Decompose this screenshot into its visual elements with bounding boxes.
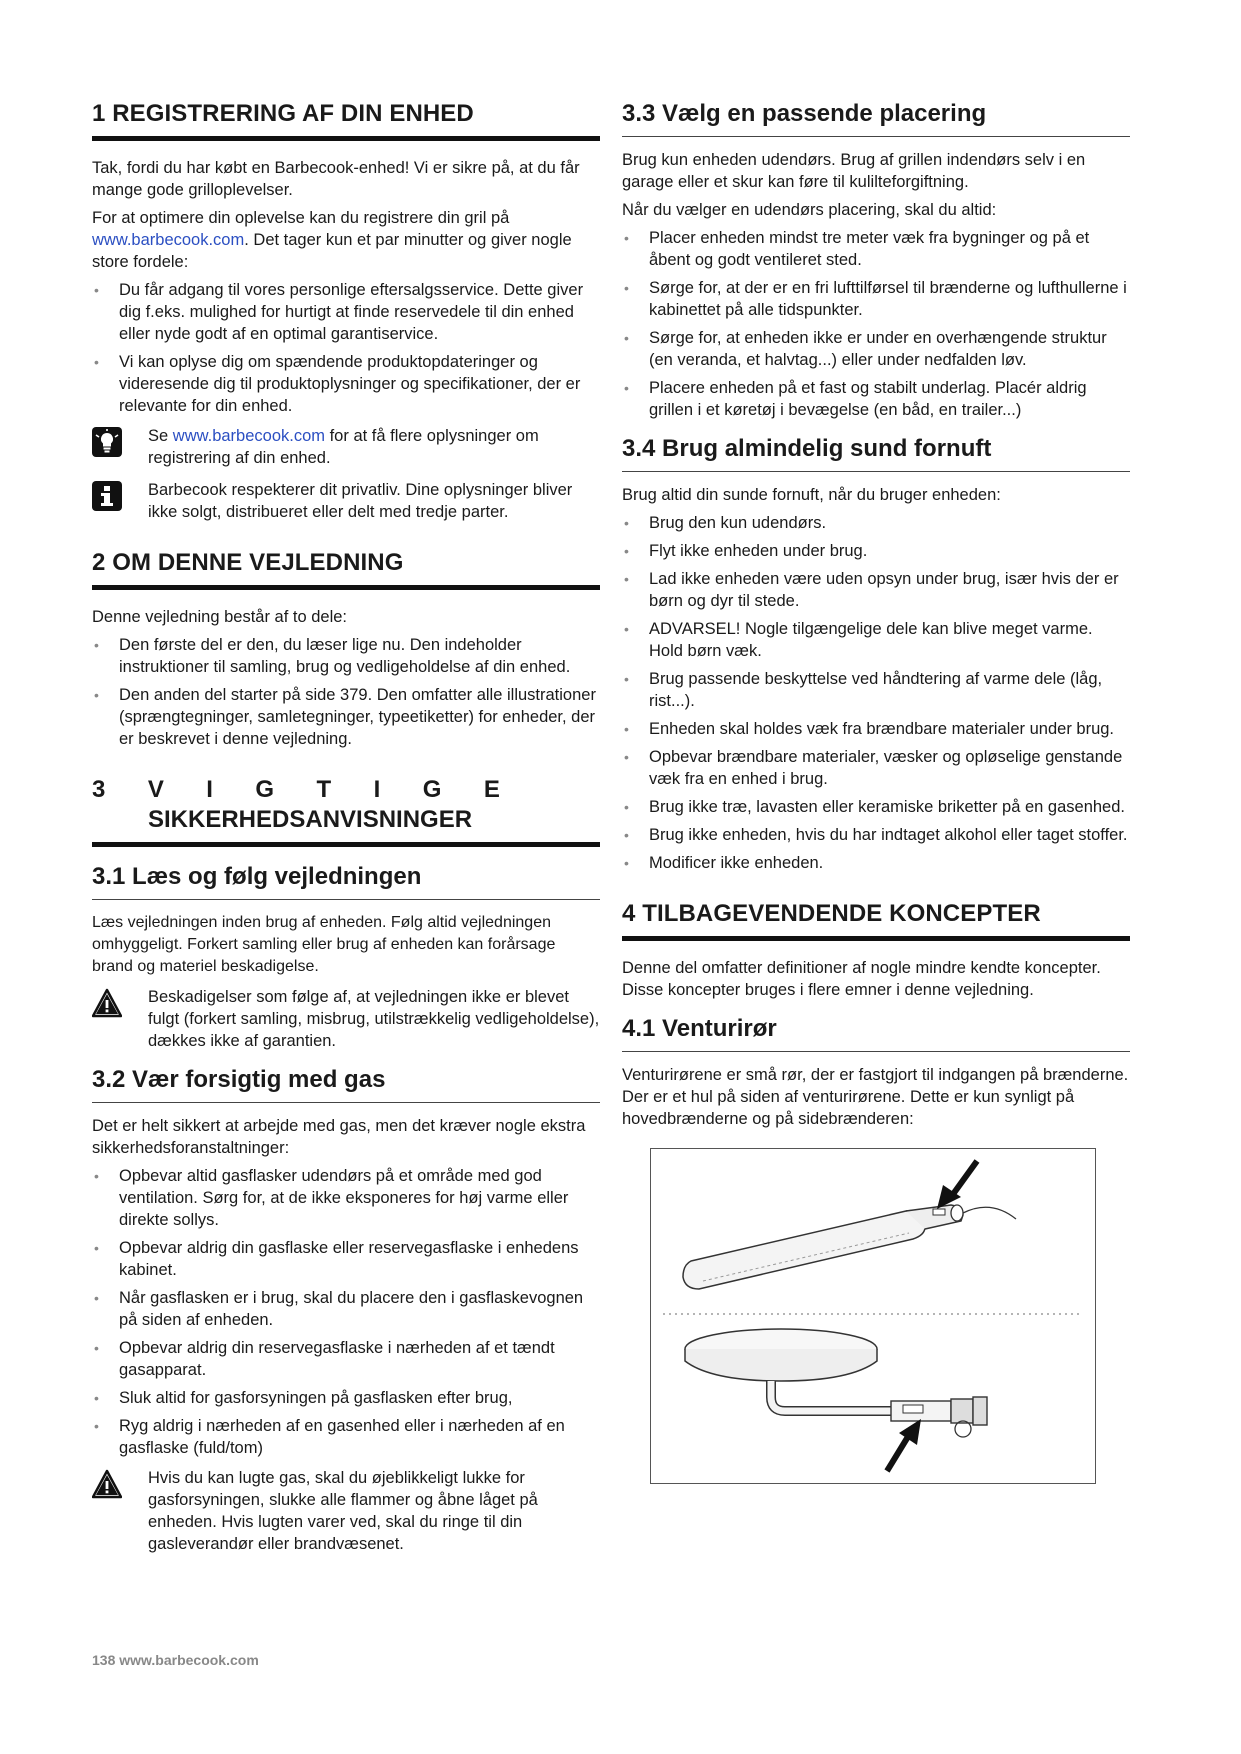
warning-text: Beskadigelser som følge af, at vejledningen ikke er blevet fulgt (forkert samling, misbrug, utilstrækkelig vedligeholdelse), dækkes ikke af garantien. [148,988,600,1050]
s2-bullet-list [92,634,600,750]
info-text: Barbecook respekterer dit privatliv. Dine oplysninger bliver ikke solgt, distribueret eller delt med tredje parter. [148,481,573,521]
list-item: • Du får adgang til vores personlige eftersalgsservice. Dette giver dig f.eks. mulighed for hurtigt at finde reservedele til din enhed eller nyde godt af en optimal garantiservice. [92,279,600,345]
title-letter: I [206,776,213,803]
section-3-2-title: 3.2 Vær forsigtig med gas [92,1066,600,1103]
list-item: • Brug ikke træ, lavasten eller keramiske briketter på en gasenhed. [622,796,1130,818]
section-3-1-title: 3.1 Læs og følg vejledningen [92,863,600,900]
section-4 [622,900,1130,1001]
section-3-3-title: 3.3 Vælg en passende placering [622,100,1130,137]
s1-bullet-list [92,279,600,417]
left-column [92,100,600,1565]
list-item: • Brug den kun udendørs. [622,512,1130,534]
list-item: • Flyt ikke enheden under brug. [622,540,1130,562]
info-note [92,479,600,523]
barbecook-link[interactable]: www.barbecook.com [172,427,326,445]
list-item: • Vi kan oplyse dig om spændende produktopdateringer og videresende dig til produktoplysninger og specifikationer, der er relevante for din enhed. [92,351,600,417]
list-item: • Opbevar altid gasflasker udendørs på et område med god ventilation. Sørg for, at de ikke eksponeres for høj varme eller direkte sollys. [92,1165,600,1231]
section-3-4-title: 3.4 Brug almindelig sund fornuft [622,435,1130,472]
list-item: • Placer enheden mindst tre meter væk fra bygninger og på et åbent og godt ventileret sted. [622,227,1130,271]
s1-paragraph-2 [92,207,600,273]
tip-note [92,425,600,469]
s1-p2-pre: For at optimere din oplevelse kan du registrere din gril på [92,209,510,227]
tip-text [148,425,600,469]
list-item: • Lad ikke enheden være uden opsyn under brug, især hvis der er børn og dyr til stede. [622,568,1130,612]
list-item: • Modificer ikke enheden. [622,852,1130,874]
barbecook-link[interactable]: www.barbecook.com [92,231,245,249]
section-2-title: 2 OM DENNE VEJLEDNING [92,549,600,590]
lightbulb-icon [92,427,122,457]
section-3-title-line1 [92,776,500,804]
title-letter: G [422,776,442,803]
section-4-1-title: 4.1 Venturirør [622,1015,1130,1052]
list-item: • Placere enheden på et fast og stabilt underlag. Placér aldrig grillen i et køretøj i bevægelse (en båd, en trailer...) [622,377,1130,421]
section-4-1 [622,1015,1130,1484]
title-letter: V [147,776,164,803]
title-letter: E [483,776,500,803]
s32-bullet-list [92,1165,600,1459]
tip-pre: Se [148,427,173,445]
right-column [622,100,1130,1484]
warning-note [92,1467,600,1555]
info-icon [92,481,122,511]
warning-triangle-icon [92,1469,122,1499]
s31-paragraph-1: Læs vejledningen inden brug af enheden. Følg altid vejledningen omhyggeligt. Forkert samling eller brug af enheden kan forårsage brand og materiel beskadigelse. [92,914,556,975]
list-item: • Sluk altid for gasforsyningen på gasflasken efter brug, [92,1387,600,1409]
section-3-2 [92,1066,600,1555]
s1-paragraph-1: Tak, fordi du har købt en Barbecook-enhed! Vi er sikre på, at du får mange gode grilloplevelser. [92,159,580,199]
warning-triangle-icon [92,988,122,1018]
s34-paragraph-1: Brug altid din sunde fornuft, når du bruger enheden: [622,486,1001,504]
title-letter: G [255,776,275,803]
list-item: • Den første del er den, du læser lige nu. Den indeholder instruktioner til samling, brug og vedligeholdelse af din enhed. [92,634,600,678]
tip-post: for at få flere oplysninger om registrering af din enhed. [148,427,539,467]
page-footer: 138 www.barbecook.com [92,1652,259,1668]
s1-p2-post: . Det tager kun et par minutter og giver nogle store fordele: [92,231,572,271]
list-item: • Opbevar aldrig din reservegasflaske i nærheden af et tændt gasapparat. [92,1337,600,1381]
s33-bullet-list [622,227,1130,421]
s2-paragraph-1: Denne vejledning består af to dele: [92,608,348,626]
list-item: • Opbevar brændbare materialer, væsker og opløselige genstande væk fra en enhed i brug. [622,746,1130,790]
title-letter: 3 [92,776,106,803]
s33-paragraph-1: Brug kun enheden udendørs. Brug af grillen indendørs selv i en garage eller et skur kan føre til kulilteforgiftning. [622,151,1086,191]
title-letter: T [316,776,332,803]
list-item: • Brug passende beskyttelse ved håndtering af varme dele (låg, rist...). [622,668,1130,712]
arrow-pointing-down-icon [937,1161,977,1209]
section-1-registration [92,100,600,523]
list-item: • Brug ikke enheden, hvis du har indtaget alkohol eller taget stoffer. [622,824,1130,846]
venturi-illustration [651,1149,1095,1483]
list-item: • Ryg aldrig i nærheden af en gasenhed eller i nærheden af en gasflaske (fuld/tom) [92,1415,600,1459]
section-3-safety [92,776,600,847]
s41-paragraph-1: Venturirørene er små rør, der er fastgjort til indgangen på brænderne. Der er et hul på siden af venturirørene. Dette er kun synligt på hovedbrænderne og på sidebrænderen: [622,1066,1129,1128]
venturi-figure [650,1148,1096,1484]
list-item: • Den anden del starter på side 379. Den omfatter alle illustrationer (sprængtegninger, samletegninger, typeetiketter) for enheder, der er beskrevet i denne vejledning. [92,684,600,750]
section-3-4 [622,435,1130,874]
section-1-title: 1 REGISTRERING AF DIN ENHED [92,100,600,141]
warning-text: Hvis du kan lugte gas, skal du øjeblikkeligt lukke for gasforsyningen, slukke alle flammer og åbne låget på enheden. Hvis lugten varer ved, skal du ringe til din gasleverandør eller brandvæsenet. [148,1469,538,1553]
section-3-title-line2: SIKKERHEDSANVISNINGER [148,806,473,833]
list-item: • Når gasflasken er i brug, skal du placere den i gasflaskevognen på siden af enheden. [92,1287,600,1331]
section-2-about [92,549,600,750]
title-letter: I [373,776,381,803]
s34-bullet-list [622,512,1130,874]
main-burner-drawing [683,1205,1016,1289]
side-burner-drawing [685,1329,987,1437]
section-3-3 [622,100,1130,421]
list-item: • Opbevar aldrig din gasflaske eller reservegasflaske i enhedens kabinet. [92,1237,600,1281]
list-item: • Sørge for, at enheden ikke er under en overhængende struktur (en veranda, et halvtag...) eller under nedfalden løv. [622,327,1130,371]
section-4-title: 4 TILBAGEVENDENDE KONCEPTER [622,900,1130,941]
list-item: • Enheden skal holdes væk fra brændbare materialer under brug. [622,718,1130,740]
section-3-1 [92,863,600,1052]
list-item: • Sørge for, at der er en fri lufttilførsel til brænderne og lufthullerne i kabinettet på alle tidspunkter. [622,277,1130,321]
s32-paragraph-1: Det er helt sikkert at arbejde med gas, men det kræver nogle ekstra sikkerhedsforanstaltninger: [92,1117,586,1157]
arrow-pointing-up-icon [887,1419,921,1471]
section-3-title [92,776,600,847]
s33-paragraph-2: Når du vælger en udendørs placering, skal du altid: [622,201,997,219]
s4-paragraph-1: Denne del omfatter definitioner af nogle mindre kendte koncepter. Disse koncepter bruges i flere emner i denne vejledning. [622,959,1101,999]
warning-note [92,986,600,1052]
list-item: • ADVARSEL! Nogle tilgængelige dele kan blive meget varme. Hold børn væk. [622,618,1130,662]
